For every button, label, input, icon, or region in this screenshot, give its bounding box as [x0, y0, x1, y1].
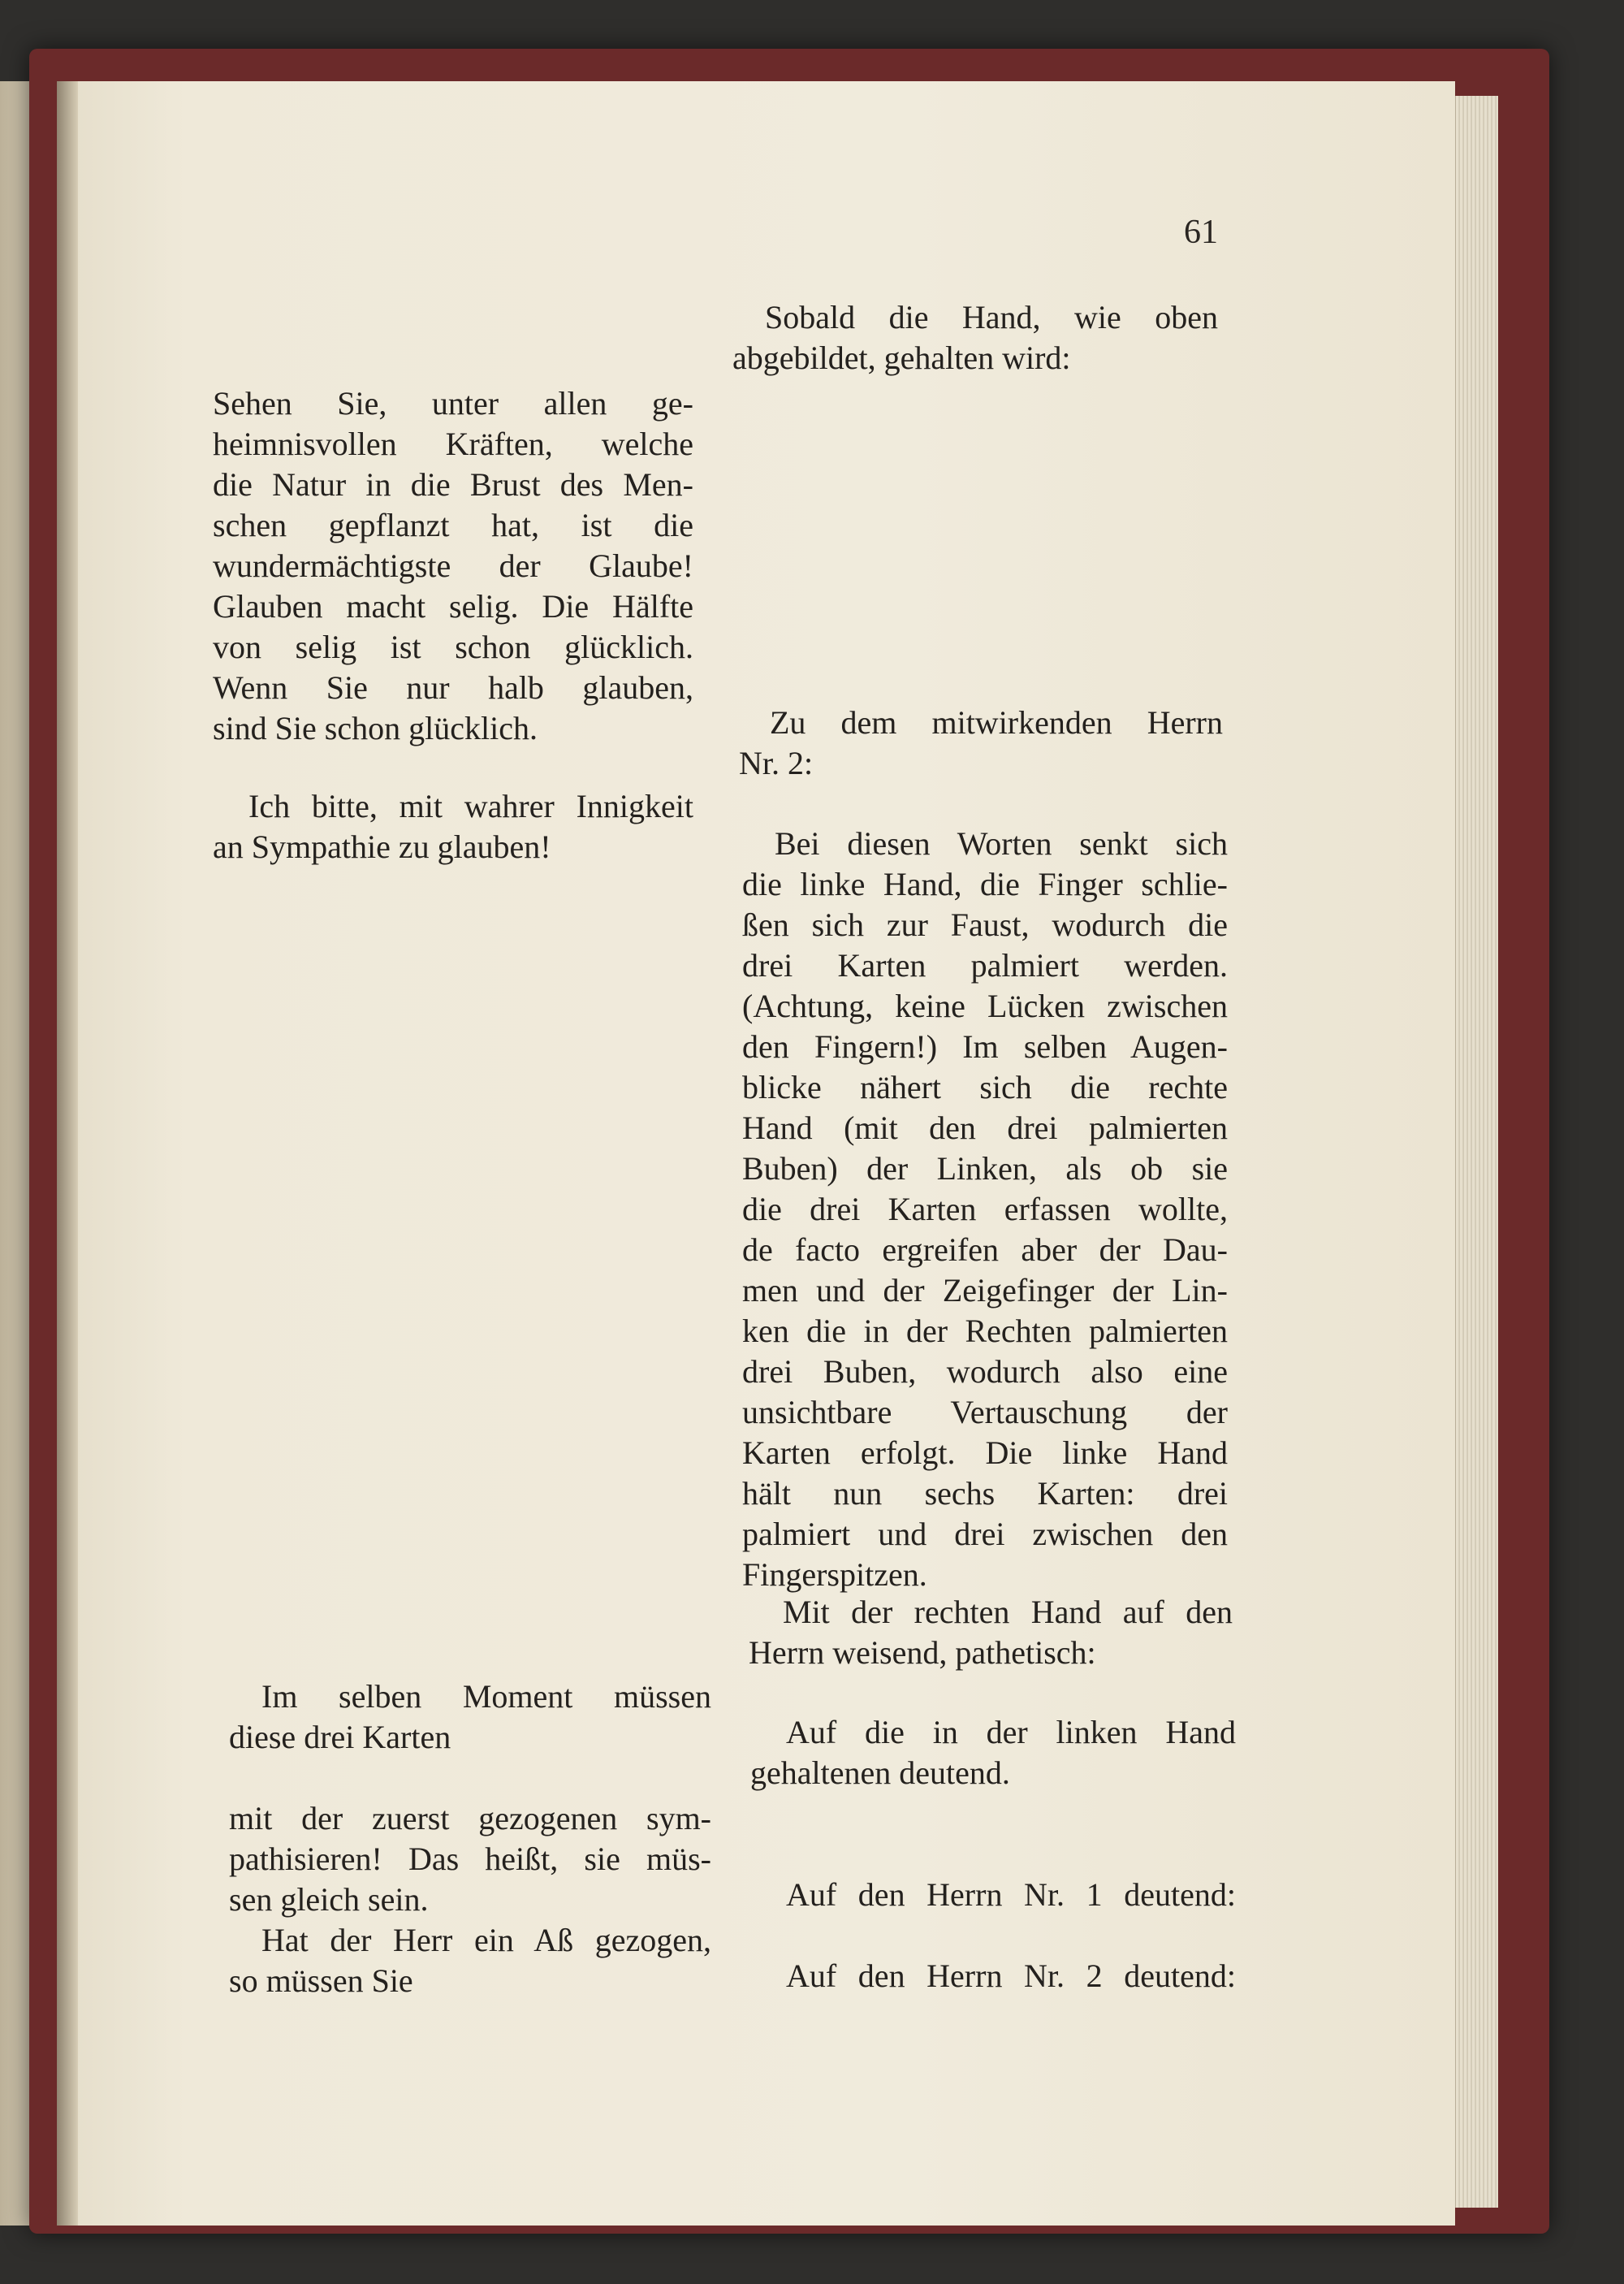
text-line: Ich bitte, mit wahrer Innigkeit — [248, 788, 693, 824]
text-line: an Sympathie zu glauben! — [213, 828, 551, 865]
text-line: Zu dem mitwirkenden Herrn — [770, 704, 1223, 741]
right-paragraph-1 — [732, 297, 1218, 379]
text-line: Auf den Herrn Nr. 1 deutend: — [786, 1876, 1236, 1913]
text-line: sind Sie schon glücklich. — [213, 710, 538, 746]
text-line: de facto ergreifen aber der Dau- — [742, 1231, 1228, 1268]
text-line: (Achtung, keine Lücken zwischen — [742, 988, 1228, 1024]
left-paragraph-5 — [229, 1920, 711, 2001]
right-paragraph-3 — [742, 824, 1228, 1595]
text-line: pathisieren! Das heißt, sie müs- — [229, 1841, 711, 1877]
text-line: gehaltenen deutend. — [750, 1754, 1010, 1791]
text-line: Auf den Herrn Nr. 2 deutend: — [786, 1957, 1236, 1994]
text-line: so müssen Sie — [229, 1962, 413, 1999]
text-line: ken die in der Rechten palmierten — [742, 1313, 1228, 1349]
text-line: die drei Karten erfassen wollte, — [742, 1191, 1228, 1227]
left-paragraph-1 — [213, 383, 693, 749]
page-block-edges — [1455, 96, 1498, 2208]
text-line: Herrn weisend, pathetisch: — [749, 1634, 1096, 1671]
left-paragraph-3 — [229, 1676, 711, 1758]
left-paragraph-4 — [229, 1798, 711, 1920]
right-paragraph-6 — [786, 1875, 1236, 1915]
text-line: Auf die in der linken Hand — [786, 1714, 1236, 1750]
left-paragraph-2 — [213, 786, 693, 867]
text-line: Glauben macht selig. Die Hälfte — [213, 588, 693, 625]
text-line: diese drei Karten — [229, 1719, 451, 1755]
text-line: sen gleich sein. — [229, 1881, 429, 1918]
text-line: men und der Zeigefinger der Lin- — [742, 1272, 1228, 1309]
text-line: drei Karten palmiert werden. — [742, 947, 1228, 984]
text-line: Bei diesen Worten senkt sich — [775, 825, 1228, 862]
text-line: Wenn Sie nur halb glauben, — [213, 669, 693, 706]
page-gutter — [57, 81, 78, 2226]
text-line: palmiert und drei zwischen den — [742, 1516, 1228, 1552]
right-paragraph-7 — [786, 1956, 1236, 1996]
text-line: drei Buben, wodurch also eine — [742, 1353, 1228, 1390]
text-line: die Natur in die Brust des Men- — [213, 466, 693, 503]
text-line: die linke Hand, die Finger schlie- — [742, 866, 1228, 902]
right-paragraph-5 — [750, 1712, 1236, 1793]
text-line: Hand (mit den drei palmierten — [742, 1110, 1228, 1146]
text-line: Sehen Sie, unter allen ge- — [213, 385, 693, 422]
text-line: Mit der rechten Hand auf den — [783, 1594, 1233, 1630]
text-line: Hat der Herr ein Aß gezogen, — [261, 1922, 711, 1958]
text-line: heimnisvollen Kräften, welche — [213, 426, 693, 462]
text-line: von selig ist schon glücklich. — [213, 629, 693, 665]
text-line: blicke nähert sich die rechte — [742, 1069, 1228, 1105]
text-line: den Fingern!) Im selben Augen- — [742, 1028, 1228, 1065]
text-line: abgebildet, gehalten wird: — [732, 340, 1071, 376]
text-line: ßen sich zur Faust, wodurch die — [742, 906, 1228, 943]
text-line: schen gepflanzt hat, ist die — [213, 507, 693, 543]
text-line: Karten erfolgt. Die linke Hand — [742, 1434, 1228, 1471]
text-line: Nr. 2: — [739, 745, 814, 781]
right-paragraph-2 — [739, 703, 1223, 784]
text-line: Fingerspitzen. — [742, 1556, 927, 1593]
right-paragraph-4 — [749, 1592, 1233, 1673]
text-line: Sobald die Hand, wie oben — [765, 299, 1218, 335]
text-line: mit der zuerst gezogenen sym- — [229, 1800, 711, 1836]
text-line: unsichtbare Vertauschung der — [742, 1394, 1228, 1430]
text-line: wundermächtigste der Glaube! — [213, 547, 693, 584]
text-line: hält nun sechs Karten: drei — [742, 1475, 1228, 1512]
text-line: Buben) der Linken, als ob sie — [742, 1150, 1228, 1187]
page-number: 61 — [1184, 214, 1218, 251]
text-line: Im selben Moment müssen — [261, 1678, 711, 1715]
